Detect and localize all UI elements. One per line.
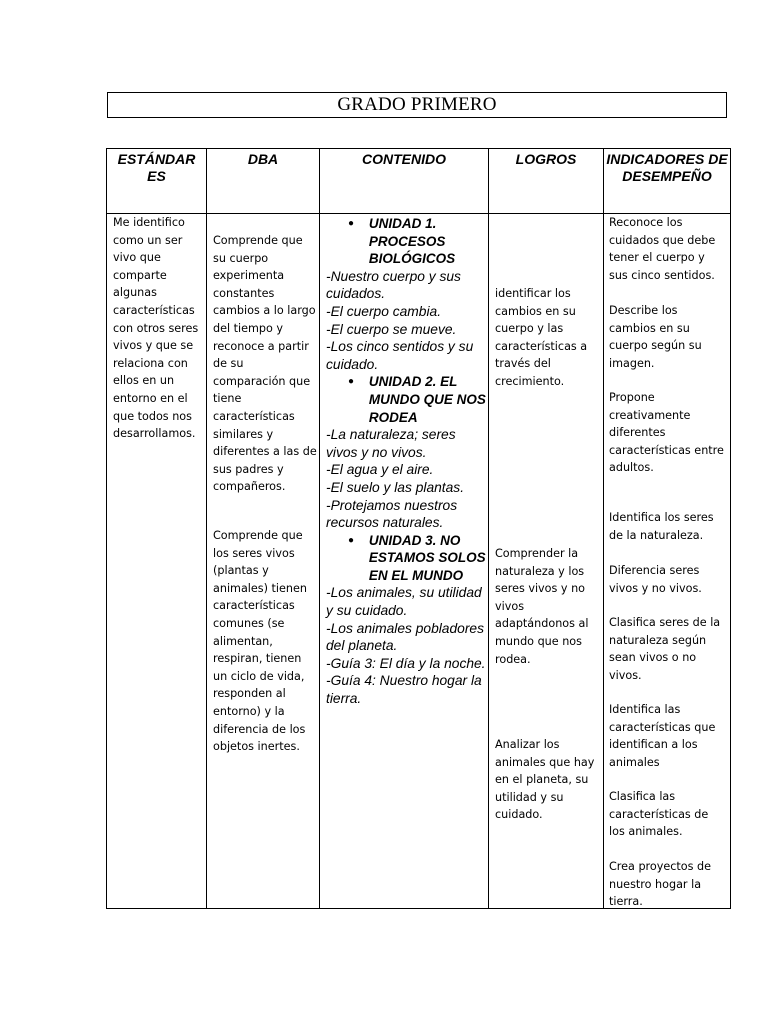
logros-cell	[489, 214, 604, 909]
unit-3-item: -Guía 3: El día y la noche.	[326, 655, 486, 671]
unit-1-title: UNIDAD 1. PROCESOS BIOLÓGICOS	[368, 216, 456, 267]
indicadores-cell	[604, 214, 731, 909]
contenido-cell	[320, 214, 489, 909]
dba-paragraph-2: Comprende que los seres vivos (plantas y animales) tienen características comunes (se alimentan, respiran, tienen un ciclo de vida, responden al entorno) y la diferencia de los objetos inertes.	[213, 529, 307, 754]
unit-2-item: -El suelo y las plantas.	[326, 479, 465, 495]
unit-2-heading	[326, 373, 486, 426]
header-estandares: ESTÁNDAR ES	[107, 149, 207, 214]
estandares-text: Me identifico como un ser vivo que comparte algunas características con otros seres vivos y que se relaciona con ellos en un entorno en el que todos nos desarrollamos.	[113, 216, 199, 441]
estandares-cell	[107, 214, 207, 909]
logro-3: Analizar los animales que hay en el planeta, su utilidad y su cuidado.	[495, 738, 595, 822]
table-row	[107, 214, 731, 909]
curriculum-table	[106, 148, 731, 909]
header-contenido: CONTENIDO	[320, 149, 489, 214]
indicador-9: Crea proyectos de nuestro hogar la tierra.	[609, 860, 712, 909]
dba-cell	[207, 214, 320, 909]
bullet-icon: ●	[348, 534, 355, 546]
dba-paragraph-1: Comprende que su cuerpo experimenta constantes cambios a lo largo del tiempo y reconoce a partir de su comparación que tiene características similares y diferentes a las de sus padres y compañeros.	[213, 234, 317, 494]
indicador-4: Identifica los seres de la naturaleza.	[609, 511, 714, 542]
unit-3-item: -Los animales pobladores del planeta.	[326, 620, 484, 654]
indicador-7: Identifica las características que identifican a los animales	[609, 703, 716, 769]
document-title: GRADO PRIMERO	[337, 94, 497, 115]
indicador-1: Reconoce los cuidados que debe tener el cuerpo y sus cinco sentidos.	[609, 216, 716, 282]
unit-2-item: -El agua y el aire.	[326, 462, 434, 478]
header-indicadores: INDICADORES DE DESEMPEÑO	[604, 149, 731, 214]
indicador-3: Propone creativamente diferentes características entre adultos.	[609, 391, 724, 475]
unit-3-item: -Guía 4: Nuestro hogar la tierra.	[326, 673, 482, 707]
document-title-box	[107, 92, 727, 118]
logro-1: identificar los cambios en su cuerpo y las características a través del crecimiento.	[495, 287, 588, 388]
unit-1-item: -Los cinco sentidos y su cuidado.	[326, 339, 474, 372]
unit-1-item: -El cuerpo se mueve.	[326, 321, 457, 337]
unit-2-item: -La naturaleza; seres vivos y no vivos.	[326, 427, 456, 460]
unit-1-item: -El cuerpo cambia.	[326, 303, 442, 319]
unit-3-title: UNIDAD 3. NO ESTAMOS SOLOS EN EL MUNDO	[368, 532, 486, 583]
table-header-row	[107, 149, 731, 214]
indicador-6: Clasifica seres de la naturaleza según sean vivos o no vivos.	[609, 616, 721, 682]
bullet-icon: ●	[348, 218, 355, 229]
header-dba: DBA	[207, 149, 320, 214]
header-logros: LOGROS	[489, 149, 604, 214]
unit-1-item: -Nuestro cuerpo y sus cuidados.	[326, 268, 461, 302]
unit-2-item: -Protejamos nuestros recursos naturales.	[326, 497, 458, 531]
logro-2: Comprender la naturaleza y los seres vivos y no vivos adaptándonos al mundo que nos rodea.	[495, 547, 589, 666]
bullet-icon: ●	[348, 376, 355, 388]
unit-1-heading	[326, 215, 486, 268]
unit-3-item: -Los animales, su utilidad y su cuidado.	[326, 585, 482, 619]
indicador-2: Describe los cambios en su cuerpo según su imagen.	[609, 304, 702, 370]
indicador-8: Clasifica las características de los animales.	[609, 790, 709, 839]
indicador-5: Diferencia seres vivos y no vivos.	[609, 564, 702, 595]
unit-2-title: UNIDAD 2. EL MUNDO QUE NOS RODEA	[368, 374, 486, 425]
unit-3-heading	[326, 532, 486, 585]
contenido-list	[326, 215, 486, 708]
